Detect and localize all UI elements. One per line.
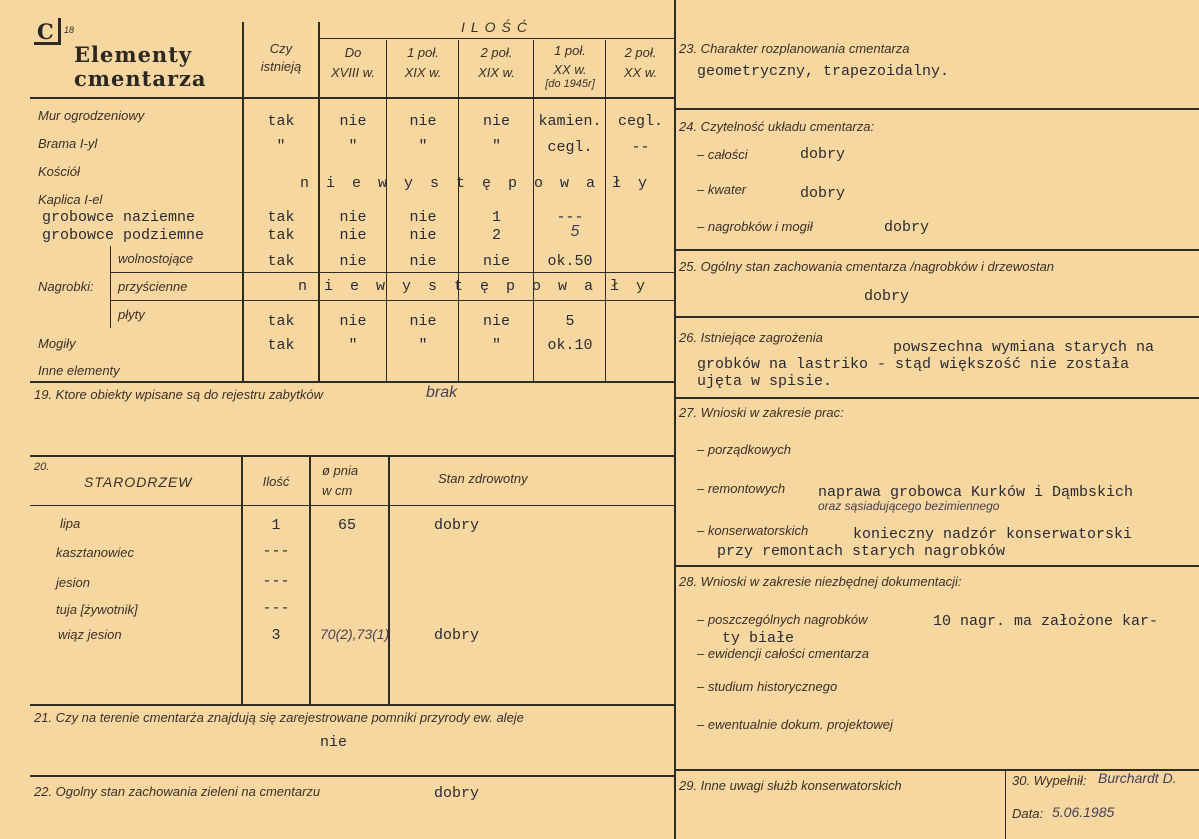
q27-remont-answer: naprawa grobowca Kurków i Dąmbskich — [818, 484, 1134, 501]
q25-label: 25. Ogólny stan zachowania cmentarza /nagrobków i drzewostan — [679, 259, 1055, 274]
tree-diam: 65 — [338, 517, 357, 534]
q30-date: 5.06.1985 — [1052, 804, 1115, 820]
period-5a: 2 poł. — [624, 45, 657, 60]
q20-number: 20. — [34, 461, 50, 473]
q29-label: 29. Inne uwagi służb konserwatorskich — [679, 778, 902, 793]
q26-answer-3: ujęta w spisie. — [697, 373, 833, 390]
period-3b: XIX w. — [478, 65, 515, 80]
row-label-mur: Mur ogrodzeniowy — [38, 108, 145, 123]
cell: " — [276, 138, 286, 155]
cell: 5 — [570, 223, 580, 240]
tree-diam: 70(2),73(1) — [320, 626, 390, 642]
row-label-plyty: płyty — [118, 307, 145, 322]
cell: nie — [339, 113, 367, 130]
cell: " — [491, 337, 501, 354]
cell: nie — [339, 227, 367, 244]
q30-date-label: Data: — [1012, 806, 1044, 821]
rule — [30, 704, 676, 706]
filled-by-signature: Burchardt D. — [1098, 770, 1177, 786]
tree-name: lipa — [60, 516, 81, 531]
cell: 1 — [491, 209, 501, 226]
q24-item-value: dobry — [884, 219, 930, 236]
rule — [674, 0, 676, 839]
tree-name: wiąz jesion — [58, 627, 122, 642]
cell: nie — [482, 113, 510, 130]
q27-porz: – porządkowych — [697, 442, 791, 457]
rule — [30, 97, 676, 99]
cell: 2 — [491, 227, 501, 244]
rule — [533, 40, 534, 382]
cell: tak — [267, 113, 295, 130]
period-2b: XIX w. — [404, 65, 442, 80]
title-line-2: cmentarza — [74, 66, 207, 91]
q27-konserw-label: – konserwatorskich — [697, 523, 809, 538]
rule — [676, 249, 1199, 251]
q19-label: 19. Ktore obiekty wpisane są do rejestru zabytków — [34, 387, 324, 402]
tree-count: --- — [262, 573, 290, 590]
header-czy: Czy — [269, 41, 293, 56]
rule — [676, 108, 1199, 110]
cell: 5 — [565, 313, 575, 330]
row-label-kosciol: Kościół — [38, 164, 80, 179]
q24-item-label: – kwater — [697, 182, 747, 197]
q25-answer: dobry — [864, 288, 910, 305]
section-letter: C — [37, 19, 54, 44]
cell: tak — [267, 209, 295, 226]
q27-label: 27. Wnioski w zakresie prac: — [679, 405, 844, 420]
cell: -- — [631, 139, 650, 156]
cell: nie — [339, 253, 367, 270]
q24-item-label: – nagrobków i mogił — [697, 219, 813, 234]
cell: nie — [482, 253, 510, 270]
q22-answer: dobry — [434, 785, 480, 802]
cell: " — [348, 138, 358, 155]
tree-count: 1 — [271, 517, 281, 534]
q28-item-label: – studium historycznego — [697, 679, 838, 694]
rule — [458, 40, 459, 382]
cell: " — [418, 337, 428, 354]
cell: tak — [267, 253, 295, 270]
rule — [30, 775, 676, 777]
tree-name: jesion — [56, 575, 90, 590]
row-label-inne: Inne elementy — [38, 363, 120, 378]
q20-header-count: Ilość — [262, 474, 290, 489]
rule — [676, 397, 1199, 399]
period-1b: XVIII w. — [330, 65, 376, 80]
row-label-kaplica: Kaplica I-el — [38, 192, 103, 207]
cell: nie — [409, 113, 437, 130]
q30-label: 30. Wypełnił: — [1012, 773, 1087, 788]
rule — [1005, 769, 1006, 839]
header-czy-2: istnieją — [260, 59, 302, 74]
q26-label: 26. Istniejące zagrożenia — [679, 330, 823, 345]
q20-header-health: Stan zdrowotny — [438, 471, 528, 486]
tree-name: kasztanowiec — [56, 545, 135, 560]
cell: nie — [339, 313, 367, 330]
q27-remont-note: oraz sąsiadującego bezimiennego — [818, 499, 1000, 513]
note-not-present: n i e w y s t ę p o w a ł y — [300, 175, 652, 192]
rule — [676, 316, 1199, 318]
cell: nie — [409, 209, 437, 226]
q24-item-label: – całości — [697, 147, 748, 162]
note-not-present: n i e w y s t ę p o w a ł y — [298, 278, 650, 295]
period-2a: 1 poł. — [407, 45, 439, 60]
cell: --- — [556, 209, 584, 226]
rule — [110, 272, 676, 273]
cell: cegl. — [547, 139, 593, 156]
cell: tak — [267, 227, 295, 244]
q27-remont-label: – remontowych — [697, 481, 786, 496]
row-label-wolno: wolnostojące — [118, 251, 194, 266]
cell: nie — [409, 313, 437, 330]
row-label-brama: Brama I-yl — [38, 136, 98, 151]
cell: nie — [339, 209, 367, 226]
cell: cegl. — [617, 113, 663, 130]
q28-item-label: – poszczególnych nagrobków — [697, 612, 868, 627]
rule — [309, 457, 311, 704]
title-line-1: Elementy — [74, 42, 193, 67]
tree-count: 3 — [271, 627, 281, 644]
cell: ok.10 — [547, 337, 593, 354]
q24-label: 24. Czytelność układu cmentarza: — [679, 119, 875, 134]
label-nagrobki: Nagrobki: — [38, 279, 94, 294]
q23-answer: geometryczny, trapezoidalny. — [697, 63, 950, 80]
rule — [110, 300, 676, 301]
period-1a: Do — [344, 45, 362, 60]
row-label-grob-nad: grobowce naziemne — [42, 209, 196, 226]
rule — [605, 40, 606, 382]
rule — [110, 246, 111, 328]
tree-count: --- — [262, 543, 290, 560]
tree-count: --- — [262, 600, 290, 617]
q28-item-label: – ewentualnie dokum. projektowej — [697, 717, 893, 732]
header-ilosc: ILOŚĆ — [460, 19, 533, 35]
q26-answer-2: grobków na lastriko - stąd większość nie została — [697, 356, 1130, 373]
q20-header-name: STARODRZEW — [84, 474, 193, 490]
period-4c: [do 1945r] — [545, 78, 595, 90]
rule — [30, 381, 676, 383]
period-4a: 1 poł. — [554, 43, 586, 58]
section-index: 18 — [64, 25, 75, 35]
cell: ok.50 — [547, 253, 593, 270]
q21-label: 21. Czy na terenie cmentarża znajdują się zarejestrowane pomniki przyrody ew. aleje — [34, 710, 524, 725]
q22-label: 22. Ogolny stan zachowania zieleni na cmentarzu — [34, 784, 321, 799]
cell: nie — [409, 253, 437, 270]
q27-konserw-answer-1: konieczny nadzór konserwatorski — [853, 526, 1133, 543]
period-4b: XX w. — [553, 62, 587, 77]
tree-health: dobry — [434, 627, 480, 644]
period-5b: XX w. — [623, 65, 658, 80]
q24-item-value: dobry — [800, 185, 846, 202]
rule — [30, 455, 676, 457]
cell: nie — [482, 313, 510, 330]
q20-header-diam-1: ø pnia — [322, 463, 359, 478]
q21-answer: nie — [320, 734, 348, 751]
row-label-przysc: przyścienne — [118, 279, 188, 294]
q26-answer-1: powszechna wymiana starych na — [893, 339, 1155, 356]
tree-name: tuja [żywotnik] — [56, 602, 138, 617]
q27-konserw-answer-2: przy remontach starych nagrobków — [717, 543, 1006, 560]
cell: tak — [267, 337, 295, 354]
q19-answer: brak — [426, 384, 458, 401]
q28-item-answer-1: 10 nagr. ma założone kar- — [933, 613, 1159, 630]
period-3a: 2 poł. — [480, 45, 513, 60]
rule — [30, 505, 676, 506]
q24-item-value: dobry — [800, 146, 846, 163]
q28-item-label: – ewidencji całości cmentarza — [697, 646, 869, 661]
q28-item-answer-2: ty białe — [722, 630, 795, 647]
rule — [386, 40, 387, 382]
q23-label: 23. Charakter rozplanowania cmentarza — [679, 41, 910, 56]
q20-header-diam-2: w cm — [322, 483, 353, 498]
cell: kamien. — [538, 113, 602, 130]
cell: nie — [409, 227, 437, 244]
cell: tak — [267, 313, 295, 330]
row-label-mogily: Mogiły — [38, 336, 76, 351]
tree-health: dobry — [434, 517, 480, 534]
row-label-grob-pod: grobowce podziemne — [42, 227, 205, 244]
rule — [318, 38, 674, 39]
cell: " — [348, 337, 358, 354]
cell: " — [418, 138, 428, 155]
rule — [388, 457, 390, 704]
rule — [676, 565, 1199, 567]
cell: " — [491, 138, 501, 155]
q28-label: 28. Wnioski w zakresie niezbędnej dokumentacji: — [679, 574, 962, 589]
